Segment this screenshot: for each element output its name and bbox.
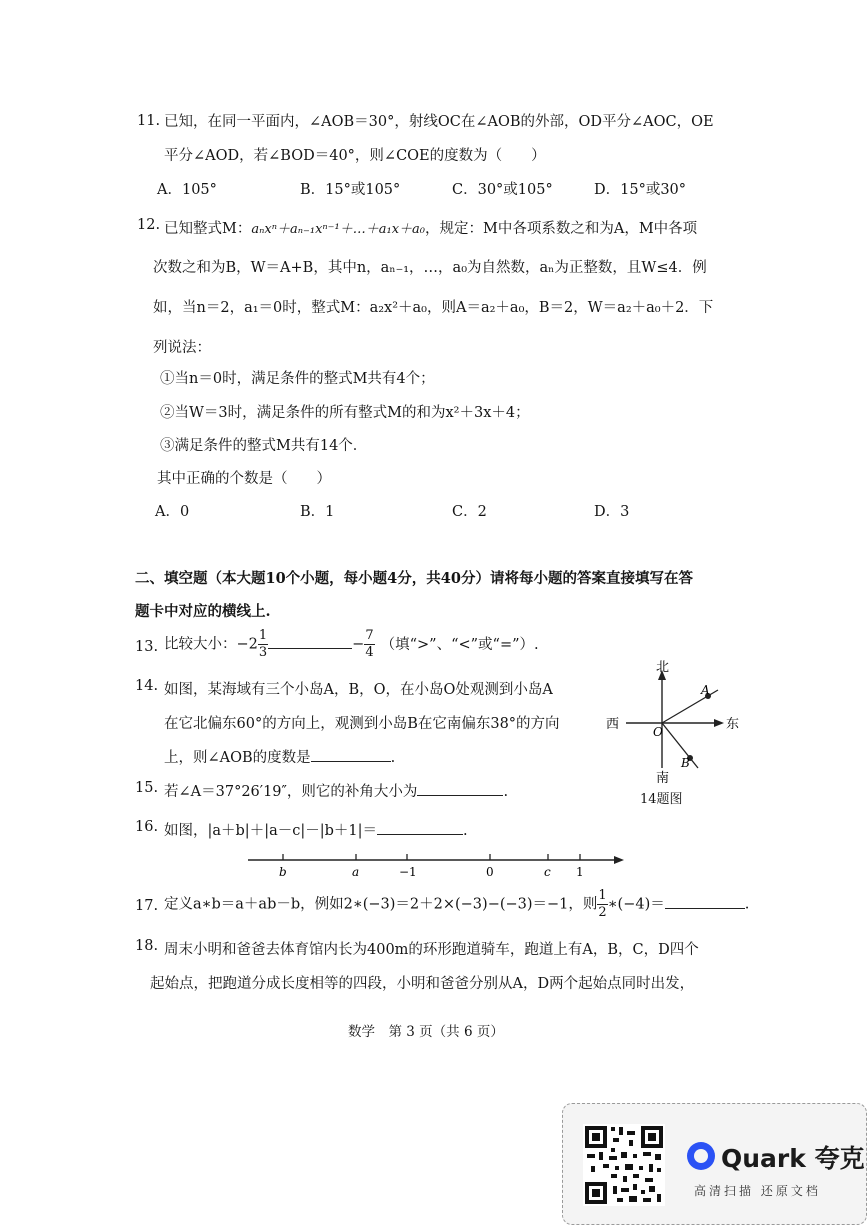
- q13-number: 13.: [135, 639, 159, 655]
- q12-line1-b: ，规定：M中各项系数之和为A，M中各项: [425, 221, 698, 237]
- ray-ob: [662, 723, 698, 768]
- q11-line1: 已知，在同一平面内，∠AOB＝30°，射线OC在∠AOB的外部，OD平分∠AOC，OE: [164, 114, 714, 130]
- q12-line3: 如，当n＝2，a₁＝0时，整式M：a₂x²＋a₀，则A＝a₂＋a₀，B＝2，W＝a₂＋a₀＋2．下: [153, 300, 714, 316]
- q11-number: 11.: [137, 113, 161, 129]
- figure-14-caption: 14题图: [640, 792, 683, 807]
- q15-text: 若∠A＝37°26′19″，则它的补角大小为: [164, 784, 418, 800]
- q13-fraction-1: [258, 628, 268, 661]
- label-west: 西: [606, 717, 620, 732]
- q13-frac1-num: 1: [258, 628, 268, 643]
- figure-14-compass: [600, 656, 750, 806]
- q17-end: .: [744, 896, 750, 913]
- q13-minus1: −2: [236, 636, 258, 653]
- q12-formula: aₙxⁿ＋aₙ₋₁xⁿ⁻¹＋…＋a₁x＋a₀: [251, 222, 425, 237]
- q14-number: 14.: [135, 678, 159, 694]
- q11-option-c: C．30°或105°: [452, 182, 553, 198]
- q18-line2: 起始点，把跑道分成长度相等的四段，小明和爸爸分别从A，D两个起始点同时出发，: [150, 976, 695, 992]
- q12-statement-3: ③满足条件的整式M共有14个．: [160, 438, 368, 454]
- q13-frac1-den: 3: [258, 645, 268, 660]
- q17-frac-num: 1: [598, 888, 607, 903]
- q13-body: [164, 628, 539, 661]
- q14-line3-b: .: [390, 750, 396, 766]
- q17-text: 定义a∗b＝a＋ab－b，例如2∗(−3)＝2＋2×(−3)−(−3)＝−1，则: [164, 896, 598, 913]
- q15-number: 15.: [135, 780, 159, 796]
- q12-option-b: B．1: [300, 504, 335, 520]
- number-line-arrow: [614, 856, 624, 864]
- q11-line2: 平分∠AOD，若∠BOD＝40°，则∠COE的度数为（ ）: [164, 148, 546, 164]
- q12-line1-a: 已知整式M：: [164, 221, 252, 237]
- q17-frac-den: 2: [598, 905, 607, 920]
- q14-line2: 在它北偏东60°的方向上，观测到小岛B在它南偏东38°的方向: [164, 716, 560, 732]
- tick-label-c: c: [544, 865, 551, 879]
- number-line: [244, 850, 628, 882]
- label-point-b: B: [681, 756, 690, 770]
- q13-frac2-num: 7: [365, 628, 374, 643]
- section2-line1: 二、填空题（本大题10个小题，每小题4分，共40分）请将每小题的答案直接填写在答: [135, 570, 693, 587]
- q12-option-a: A．0: [155, 504, 190, 520]
- label-origin: O: [653, 725, 663, 739]
- east-arrowhead: [714, 719, 724, 727]
- q16-answer-blank[interactable]: [377, 820, 463, 835]
- q17-line: [164, 888, 749, 921]
- q14-line3: [164, 746, 395, 767]
- q17-number: 17.: [135, 898, 159, 914]
- q12-statement-2: ②当W＝3时，满足条件的所有整式M的和为x²＋3x＋4；: [160, 405, 530, 421]
- q13-fraction-2: [364, 628, 374, 661]
- q17-answer-blank[interactable]: [665, 894, 745, 909]
- quark-logo-icon: [687, 1142, 715, 1170]
- q11-option-a: A．105°: [157, 182, 217, 198]
- label-south: 南: [656, 771, 670, 786]
- q17-after-frac: ∗(−4)＝: [607, 896, 665, 913]
- q16-line: [164, 819, 468, 840]
- q12-ask: 其中正确的个数是（ ）: [157, 471, 331, 487]
- q12-line2: 次数之和为B，W＝A+B，其中n，aₙ₋₁，…，a₀为自然数，aₙ为正整数，且W≤4．例: [153, 260, 707, 276]
- tick-label-a: a: [352, 865, 360, 879]
- section2-line2: 题卡中对应的横线上.: [135, 603, 271, 620]
- q13-answer-blank[interactable]: [268, 634, 352, 649]
- tick-label-b: b: [279, 865, 287, 879]
- q16-number: 16.: [135, 819, 159, 835]
- tick-label-1: 1: [576, 865, 584, 879]
- q13-minus2: −: [352, 636, 365, 653]
- q12-line4: 列说法：: [153, 340, 211, 356]
- quark-brand-name: Quark 夸克: [721, 1144, 865, 1173]
- tick-label-neg1: −1: [399, 865, 417, 879]
- q12-option-d: D．3: [594, 504, 630, 520]
- q14-line3-a: 上，则∠AOB的度数是: [164, 750, 311, 766]
- q16-end: .: [463, 823, 468, 839]
- q11-option-d: D．15°或30°: [594, 182, 687, 198]
- q18-line1: 周末小明和爸爸去体育馆内长为400m的环形跑道骑车，跑道上有A，B，C，D四个: [164, 942, 699, 958]
- label-north: 北: [656, 660, 670, 675]
- label-point-a: A: [701, 683, 710, 697]
- q13-suffix: （填“>”、“<”或“=”）.: [380, 636, 539, 653]
- quark-tagline: 高清扫描 还原文档: [694, 1184, 821, 1198]
- quark-scan-badge[interactable]: [562, 1103, 867, 1225]
- q17-fraction: [597, 888, 607, 921]
- q15-end: .: [503, 784, 509, 800]
- q12-number: 12.: [137, 217, 161, 233]
- q14-answer-blank[interactable]: [311, 747, 391, 762]
- q11-option-b: B．15°或105°: [300, 182, 401, 198]
- q12-option-c: C．2: [452, 504, 487, 520]
- q12-statement-1: ①当n＝0时，满足条件的整式M共有4个；: [160, 371, 435, 387]
- q16-text: 如图，|a＋b|＋|a－c|－|b＋1|＝: [164, 823, 378, 839]
- q12-line1: [164, 217, 697, 238]
- q14-line1: 如图，某海域有三个小岛A，B，O，在小岛O处观测到小岛A: [164, 682, 553, 698]
- q15-answer-blank[interactable]: [417, 781, 503, 796]
- q13-prefix: 比较大小：: [164, 636, 237, 653]
- q13-frac2-den: 4: [365, 645, 374, 660]
- q15-line: [164, 780, 508, 801]
- q18-number: 18.: [135, 938, 159, 954]
- qr-code-icon: [583, 1124, 665, 1206]
- page-footer: 数学 第 3 页（共 6 页）: [348, 1024, 504, 1040]
- label-east: 东: [726, 717, 740, 732]
- tick-label-0: 0: [486, 865, 494, 879]
